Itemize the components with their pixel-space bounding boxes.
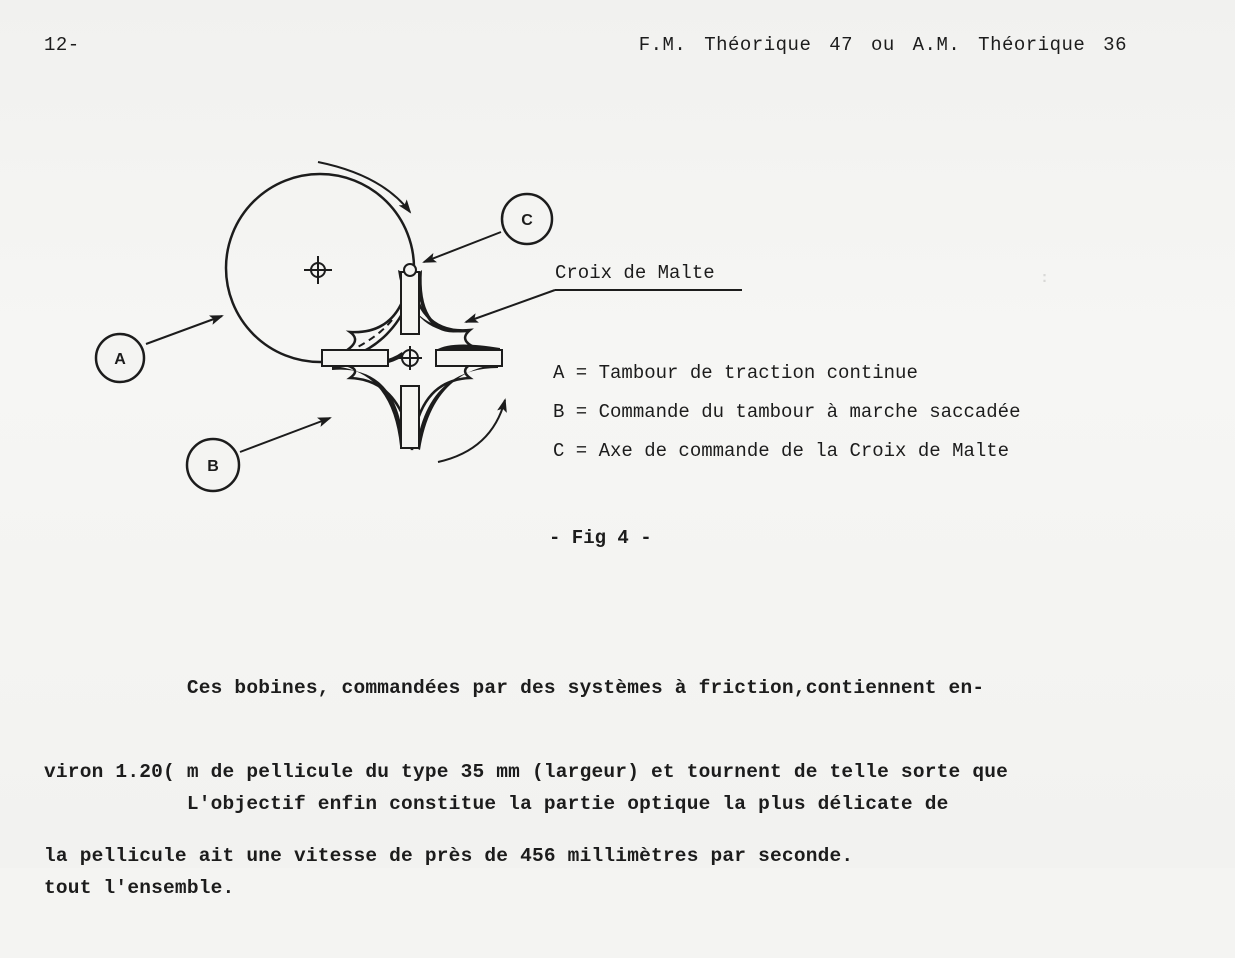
callout-c-label: C — [521, 212, 533, 229]
page-number: 12- — [44, 34, 80, 56]
legend-item-b: B = Commande du tambour à marche saccadée — [553, 401, 1021, 423]
callout-b-label: B — [207, 458, 219, 475]
callout-a — [96, 316, 222, 382]
body-paragraph-objectif — [44, 734, 1184, 958]
paragraph-line: la pellicule ait une vitesse de près de 456 millimètres par seconde. — [44, 845, 854, 867]
drum-center-crosshair-icon — [304, 256, 332, 284]
legend-item-a: A = Tambour de traction continue — [553, 362, 918, 384]
paragraph-line: tout l'ensemble. — [44, 877, 235, 899]
figure-caption: - Fig 4 - — [549, 527, 652, 549]
maltese-cross-label-group — [466, 262, 742, 322]
figure-legend — [553, 362, 1020, 462]
cross-rotation-arrow-icon — [438, 400, 505, 462]
callout-b — [187, 418, 330, 491]
cross-center-crosshair-icon — [398, 346, 422, 370]
traction-drum — [226, 174, 414, 362]
maltese-cross-wheel — [322, 264, 502, 450]
running-header: F.M. Théorique 47 ou A.M. Théorique 36 — [638, 34, 1127, 56]
callout-c — [424, 194, 552, 262]
legend-item-c: C = Axe de commande de la Croix de Malte — [553, 440, 1010, 462]
callout-a-label: A — [114, 351, 126, 368]
maltese-cross-title: Croix de Malte — [555, 262, 715, 284]
drive-pin — [404, 264, 416, 276]
drum-rotation-arrow-icon — [318, 162, 410, 212]
paragraph-line: L'objectif enfin constitue la partie optique la plus délicate de — [44, 793, 949, 815]
paragraph-line: Ces bobines, commandées par des systèmes à friction,contiennent en- — [44, 677, 985, 699]
paragraph-line: viron 1.20( m de pellicule du type 35 mm (largeur) et tournent de telle sorte que — [44, 761, 1009, 783]
bleed-through-mark: : — [1040, 270, 1050, 287]
